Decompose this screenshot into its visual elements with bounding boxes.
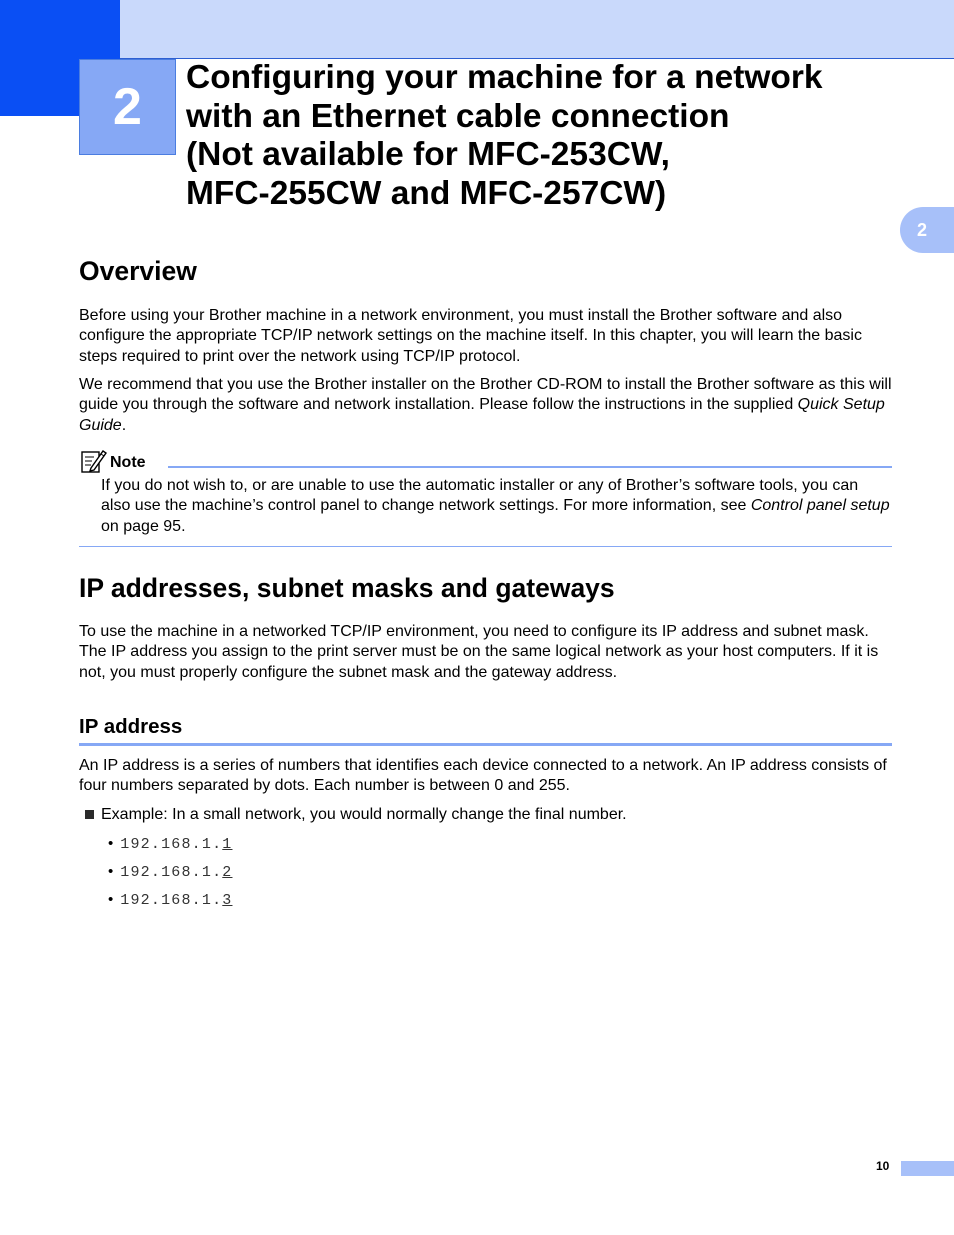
note-text-part: on page 95. [101,517,186,535]
list-item [108,890,232,910]
page-number-bar [901,1161,954,1176]
ip-address-heading: IP address [79,715,183,738]
bullet-icon: • [108,891,114,908]
ip-prefix: 192.168.1. [120,864,223,881]
list-item [108,834,232,854]
page-number: 10 [876,1159,890,1173]
ip-final-number: 3 [222,892,233,909]
ip-section-paragraph: To use the machine in a networked TCP/IP environment, you need to configure its IP address and subnet mask. The IP address you assign to the print server must be on the same logical network as your host computers. If it is not, you must properly configure the subnet mask and the gateway address. [79,623,879,681]
ip-section-heading: IP addresses, subnet masks and gateways [79,573,615,603]
chapter-title-line: (Not available for MFC-253CW, [186,136,670,173]
overview-heading: Overview [79,256,197,286]
ip-address-heading-rule [79,743,892,746]
control-panel-setup-reference: Control panel setup [750,497,890,515]
overview-paragraph-2 [79,375,894,436]
paragraph-text: . [121,416,127,434]
chapter-title-line: with an Ethernet cable connection [186,97,730,135]
note-pencil-icon [81,448,107,474]
chapter-title [186,59,926,213]
overview-paragraph-1: Before using your Brother machine in a network environment, you must install the Brother software and also configure the appropriate TCP/IP network settings on the machine itself. In this chapter, you will learn the basic steps required to print over the network using TCP/IP protocol. [79,307,862,365]
list-item [108,862,232,882]
bullet-icon: • [108,835,114,852]
quick-setup-guide-reference: Quick Setup Guide [79,396,885,434]
side-tab-number: 2 [917,219,928,240]
bullet-icon: • [108,863,114,880]
chapter-title-line: Configuring your machine for a network [186,59,823,96]
note-label: Note [110,454,146,471]
note-bottom-divider [79,546,892,547]
ip-final-number: 2 [222,864,233,881]
note-text [101,476,891,537]
chapter-side-tab [900,207,954,253]
paragraph-text: We recommend that you use the Brother installer on the Brother CD-ROM to install the Brother software as this will guide you through the software and network installation. Please follow the instructions in the supplied [79,376,892,414]
ip-final-number: 1 [222,836,233,853]
ip-prefix: 192.168.1. [120,892,223,909]
note-text-part: If you do not wish to, or are unable to use the automatic installer or any of Brother’s software tools, you can also use the machine’s control panel to change network settings. For more information, see [101,477,859,515]
note-divider [168,466,892,468]
header-band [0,0,954,59]
square-bullet-icon [85,810,94,819]
ip-prefix: 192.168.1. [120,836,223,853]
chapter-number: 2 [113,78,142,136]
ip-address-paragraph: An IP address is a series of numbers that identifies each device connected to a network. An IP address consists of four numbers separated by dots. Each number is between 0 and 255. [79,757,887,795]
chapter-title-line: MFC-255CW and MFC-257CW) [186,174,667,212]
example-text: Example: In a small network, you would normally change the final number. [101,806,627,823]
chapter-number-box [79,59,176,155]
